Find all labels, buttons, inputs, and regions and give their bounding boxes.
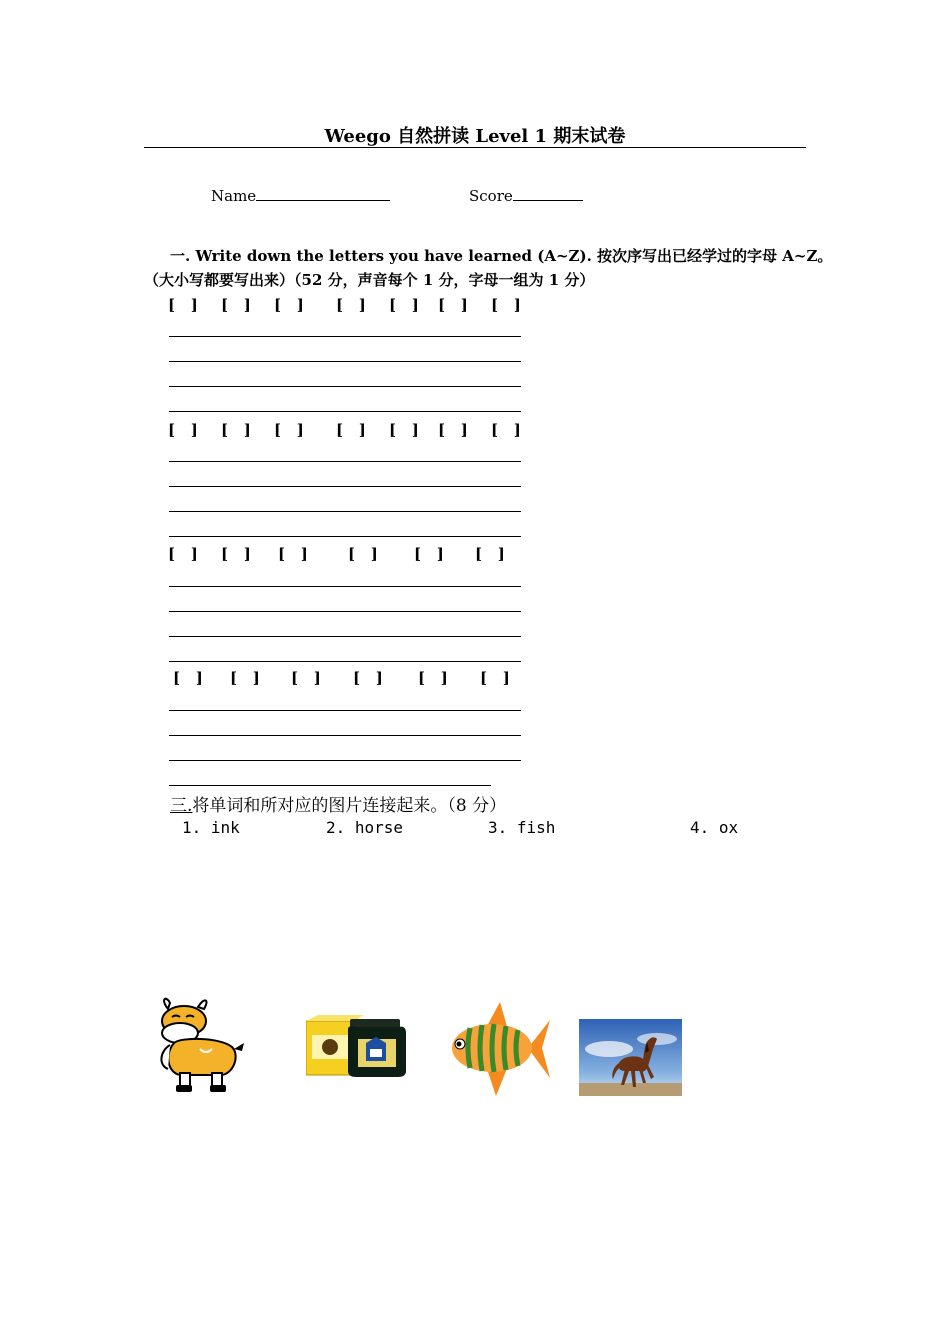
sound-bracket[interactable]: [ ] xyxy=(221,421,251,439)
ox-icon xyxy=(161,999,244,1092)
writing-line[interactable] xyxy=(169,361,521,362)
writing-line[interactable] xyxy=(169,735,521,736)
writing-line[interactable] xyxy=(169,710,521,711)
sound-bracket[interactable]: [ ] xyxy=(291,669,321,687)
sound-bracket[interactable]: [ ] xyxy=(438,296,468,314)
bracket-row-2 xyxy=(168,421,568,441)
ink-bottle-picture[interactable] xyxy=(306,1015,410,1079)
ink-bottle-icon xyxy=(306,1015,406,1077)
fish-icon xyxy=(452,1002,550,1096)
writing-line[interactable] xyxy=(169,386,521,387)
score-field xyxy=(469,186,583,205)
writing-line[interactable] xyxy=(169,785,491,786)
writing-line[interactable] xyxy=(169,411,521,412)
section2-heading xyxy=(170,791,506,816)
word-fish[interactable]: 3. fish xyxy=(488,818,556,837)
writing-line[interactable] xyxy=(169,661,521,662)
word-ink[interactable]: 1. ink xyxy=(182,818,240,837)
score-blank[interactable] xyxy=(513,186,583,201)
sound-bracket[interactable]: [ ] xyxy=(389,296,419,314)
sound-bracket[interactable]: [ ] xyxy=(221,296,251,314)
sound-bracket[interactable]: [ ] xyxy=(491,296,521,314)
sound-bracket[interactable]: [ ] xyxy=(348,545,378,563)
sound-bracket[interactable]: [ ] xyxy=(230,669,260,687)
sound-bracket[interactable]: [ ] xyxy=(353,669,383,687)
sound-bracket[interactable]: [ ] xyxy=(475,545,505,563)
writing-line[interactable] xyxy=(169,586,521,587)
page-title: Weego 自然拼读 Level 1 期末试卷 xyxy=(324,126,626,147)
sound-bracket[interactable]: [ ] xyxy=(491,421,521,439)
sound-bracket[interactable]: [ ] xyxy=(173,669,203,687)
title-rule xyxy=(144,147,806,148)
sound-bracket[interactable]: [ ] xyxy=(278,545,308,563)
word-ox[interactable]: 4. ox xyxy=(690,818,739,837)
writing-line[interactable] xyxy=(169,336,521,337)
writing-line[interactable] xyxy=(169,611,521,612)
sound-bracket[interactable]: [ ] xyxy=(438,421,468,439)
section2-number: 三. xyxy=(170,796,193,816)
sound-bracket[interactable]: [ ] xyxy=(274,421,304,439)
sound-bracket[interactable]: [ ] xyxy=(168,545,198,563)
word-horse[interactable]: 2. horse xyxy=(326,818,404,837)
section2-text: 将单词和所对应的图片连接起来。（8 分） xyxy=(192,796,507,816)
sound-bracket[interactable]: [ ] xyxy=(480,669,510,687)
sound-bracket[interactable]: [ ] xyxy=(389,421,419,439)
sound-bracket[interactable]: [ ] xyxy=(414,545,444,563)
ox-picture[interactable] xyxy=(150,995,246,1097)
name-field xyxy=(211,186,390,205)
sound-bracket[interactable]: [ ] xyxy=(274,296,304,314)
section1-subheading: （大小写都要写出来）（52 分，声音每个 1 分，字母一组为 1 分） xyxy=(144,271,595,289)
writing-line[interactable] xyxy=(169,536,521,537)
name-label: Name xyxy=(211,187,257,205)
writing-line[interactable] xyxy=(169,760,521,761)
writing-line[interactable] xyxy=(169,461,521,462)
writing-line[interactable] xyxy=(169,486,521,487)
score-label: Score xyxy=(469,187,513,205)
bracket-row-1 xyxy=(168,296,568,316)
section1-heading: 一. Write down the letters you have learned (A~Z). 按次序写出已经学过的字母 A~Z。 xyxy=(170,247,833,265)
horse-photo[interactable] xyxy=(579,1019,682,1096)
bracket-row-4 xyxy=(168,669,568,689)
sound-bracket[interactable]: [ ] xyxy=(336,296,366,314)
sound-bracket[interactable]: [ ] xyxy=(168,296,198,314)
writing-line[interactable] xyxy=(169,511,521,512)
bracket-row-3 xyxy=(168,545,568,565)
sound-bracket[interactable]: [ ] xyxy=(418,669,448,687)
sound-bracket[interactable]: [ ] xyxy=(336,421,366,439)
name-blank[interactable] xyxy=(256,186,390,201)
sound-bracket[interactable]: [ ] xyxy=(221,545,251,563)
fish-picture[interactable] xyxy=(446,1000,552,1098)
writing-line[interactable] xyxy=(169,636,521,637)
sound-bracket[interactable]: [ ] xyxy=(168,421,198,439)
